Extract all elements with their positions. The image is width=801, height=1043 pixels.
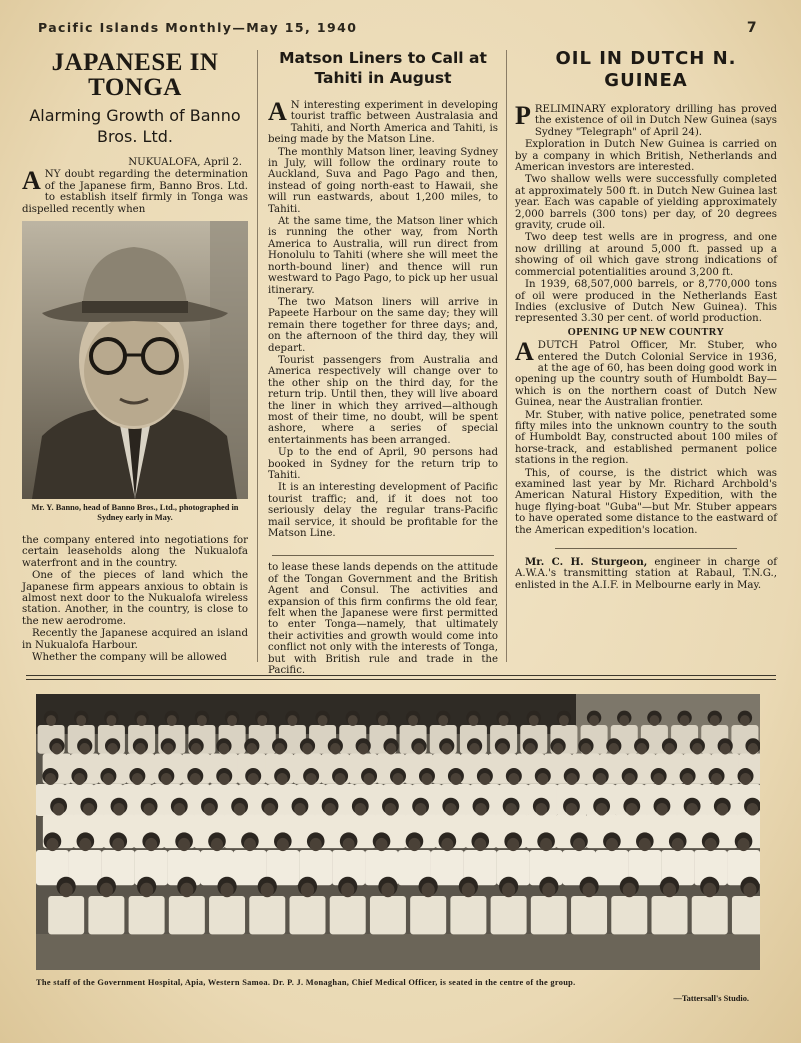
- figure-face: [348, 715, 358, 726]
- figure-face: [247, 743, 257, 754]
- paragraph: At the same time, the Matson liner which is running the other way, from North America to Australia, will run direct from Honolulu to Tahiti (where she will meet the north-bound liner) and thence will run westward to Pago Pago, to pick up her usual itinerary.: [268, 216, 498, 296]
- figure-body: [571, 896, 607, 934]
- figure-face: [717, 803, 729, 816]
- figure-body: [69, 850, 102, 885]
- paragraph: One of the pieces of land which the Japanese firm appears anxious to obtain is almost next door to the Nukualofa wireless station. Another, in the country, is close to the new aerodrome.: [22, 570, 248, 627]
- figure-body: [129, 896, 165, 934]
- figure-face: [680, 715, 690, 726]
- paragraph: This, of course, is the district which was examined last year by Mr. Richard Archbold's American Natural History Expedition, with the huge flying-boat "Guba"—but Mr. Stuber appears to have operated some distance to the eastward of the American expedition's location.: [515, 467, 777, 536]
- figure-face: [672, 838, 684, 851]
- figure-face: [302, 743, 312, 754]
- figure-face: [161, 773, 172, 785]
- figure-face: [364, 773, 375, 785]
- figure-face: [60, 883, 73, 897]
- figure-face: [414, 743, 424, 754]
- figure-body: [732, 896, 760, 934]
- figure-face: [529, 715, 539, 726]
- figure-face: [692, 743, 702, 754]
- figure-face: [341, 883, 354, 897]
- article-japanese-in-tonga: [22, 48, 248, 665]
- figure-face: [581, 743, 591, 754]
- lead-paragraph: [515, 101, 777, 138]
- figure-face: [83, 803, 95, 816]
- figure-face: [566, 773, 577, 785]
- figure-face: [264, 803, 276, 816]
- figure-face: [589, 715, 599, 726]
- figure-face: [46, 715, 56, 726]
- figure-face: [619, 715, 629, 726]
- figure-face: [248, 773, 259, 785]
- group-photo-image: [36, 694, 760, 970]
- figure-face: [107, 743, 117, 754]
- figure-face: [502, 883, 515, 897]
- figure-face: [505, 803, 517, 816]
- figure-face: [355, 803, 367, 816]
- figure-face: [649, 715, 659, 726]
- figure-body: [88, 896, 124, 934]
- figure-face: [220, 883, 233, 897]
- figure-face: [386, 743, 396, 754]
- paragraph: Up to the end of April, 90 persons had booked in Sydney for the return trip to Tahiti.: [268, 447, 498, 481]
- figure-face: [497, 743, 507, 754]
- figure-face: [219, 773, 230, 785]
- figure-face: [442, 743, 452, 754]
- news-brief: [515, 557, 777, 591]
- section-lead-paragraph: [515, 337, 777, 409]
- figure-face: [324, 803, 336, 816]
- lead-text: RELIMINARY exploratory drilling has proved the existence of oil in Dutch New Guinea (says Sydney "Telegraph" of April 24).: [534, 104, 777, 138]
- figure-face: [703, 883, 716, 897]
- figure-face: [743, 883, 756, 897]
- figure-face: [393, 773, 404, 785]
- tonga-continuation: to lease these lands depends on the attitude of the Tongan Government and the British Agent and Consul. The activities and expansion of this firm confirms the old fear, felt when the Japanese were first permitted to enter Tonga—namely, that ultimately their activities and growth would come into conflict not only with the interests of Tonga, but with British rule and trade in the Pacific.: [268, 562, 498, 677]
- figure-face: [274, 743, 284, 754]
- figure-face: [525, 743, 535, 754]
- figure-face: [76, 715, 86, 726]
- figure-face: [737, 838, 749, 851]
- figure-face: [408, 715, 418, 726]
- paragraph: The monthly Matson liner, leaving Sydney in July, will follow the ordinary route to Auckland, Suva and Pago Pago and then, instead of going north-east to Hawaii, she will run eastwards, about 1,200 miles, to Tahiti.: [268, 146, 498, 215]
- paragraph: Exploration in Dutch New Guinea is carried on by a company in which British, Netherlands and American investors are interested.: [515, 139, 777, 174]
- figure-face: [103, 773, 114, 785]
- figure-face: [475, 803, 487, 816]
- figure-face: [174, 803, 186, 816]
- figure-face: [682, 773, 693, 785]
- figure-face: [415, 803, 427, 816]
- figure-face: [137, 715, 147, 726]
- figure-face: [294, 803, 306, 816]
- figure-face: [606, 838, 618, 851]
- figure-body: [209, 896, 245, 934]
- figure-face: [740, 773, 751, 785]
- figure-face: [422, 883, 435, 897]
- figure-face: [211, 838, 223, 851]
- figure-face: [113, 803, 125, 816]
- article-separator: [555, 548, 737, 549]
- figure-face: [79, 838, 91, 851]
- figure-face: [378, 715, 388, 726]
- figure-face: [566, 803, 578, 816]
- figure-face: [219, 743, 229, 754]
- group-photo-caption: The staff of the Government Hospital, Apia, Western Samoa. Dr. P. J. Monaghan, Chief Medical Officer, is seated in the centre of the group.: [36, 978, 576, 987]
- figure-face: [537, 773, 548, 785]
- figure-face: [553, 743, 563, 754]
- figure-face: [46, 838, 58, 851]
- figure-face: [573, 838, 585, 851]
- drop-cap: A: [22, 166, 41, 196]
- figure-face: [277, 838, 289, 851]
- lead-paragraph: [268, 97, 498, 146]
- figure-face: [507, 838, 519, 851]
- figure-face: [375, 838, 387, 851]
- figure-face: [536, 803, 548, 816]
- figure-face: [106, 715, 116, 726]
- paragraph: In 1939, 68,507,000 barrels, or 8,770,000 tons of oil were produced in the Netherlands East Indies (exclusive of Dutch New Guinea). This represented 3.30 per cent. of world production.: [515, 279, 777, 325]
- dateline: NUKUALOFA, April 2.: [128, 157, 242, 168]
- figure-body: [652, 896, 688, 934]
- lead-text: NY doubt regarding the determination of the Japanese firm, Banno Bros. Ltd. to establish itself firmly in Tonga was dispelled recently when: [22, 169, 248, 215]
- figure-face: [624, 773, 635, 785]
- figure-face: [204, 803, 216, 816]
- figure-body: [330, 896, 366, 934]
- figure-face: [720, 743, 730, 754]
- figure-face: [582, 883, 595, 897]
- figure-face: [740, 715, 750, 726]
- figure-body: [692, 896, 728, 934]
- paragraph: The two Matson liners will arrive in Papeete Harbour on the same day; they will remain there together for three days; and, on the afternoon of the third day, they will depart.: [268, 296, 498, 354]
- figure-face: [479, 773, 490, 785]
- figure-face: [623, 883, 636, 897]
- group-photo: [36, 694, 760, 970]
- page-number: 7: [746, 20, 758, 36]
- figure-face: [257, 715, 267, 726]
- lead-text: N interesting experiment in developing tourist traffic between Australasia and Tahiti, and North America and Tahiti, is being made by the Matson Line.: [268, 100, 498, 146]
- figure-face: [468, 715, 478, 726]
- figure-face: [653, 773, 664, 785]
- paragraph: Whether the company will be allowed: [32, 652, 227, 664]
- column-rule: [506, 50, 507, 662]
- figure-face: [112, 838, 124, 851]
- article-separator: [272, 555, 494, 556]
- figure-face: [306, 773, 317, 785]
- figure-face: [663, 883, 676, 897]
- figure-face: [135, 743, 145, 754]
- column-rule: [257, 50, 258, 662]
- figure-face: [100, 883, 113, 897]
- figure-face: [358, 743, 368, 754]
- figure-face: [705, 838, 717, 851]
- figure-face: [445, 803, 457, 816]
- figure-face: [197, 715, 207, 726]
- portrait-photo: [22, 221, 248, 499]
- figure-face: [53, 803, 65, 816]
- figure-face: [45, 773, 56, 785]
- figure-face: [656, 803, 668, 816]
- figure-body: [48, 896, 84, 934]
- paragraph: Tourist passengers from Australia and America respectively will change over to the other ship on the third day, for the return trip. Until then, they will live aboard the liner in which they arrived—although most of their time, no doubt, will be spent ashore, where a series of special entertainments has been arranged.: [268, 354, 498, 446]
- paragraph: Recently the Japanese acquired an island in Nukualofa Harbour.: [22, 628, 248, 651]
- figure-face: [277, 773, 288, 785]
- figure-body: [249, 896, 285, 934]
- figure-face: [559, 715, 569, 726]
- figure-face: [626, 803, 638, 816]
- drop-cap: P: [515, 101, 531, 130]
- figure-face: [244, 838, 256, 851]
- drop-cap: A: [515, 337, 534, 367]
- figure-face: [330, 743, 340, 754]
- figure-body: [491, 896, 527, 934]
- article-matson-liners: [268, 48, 498, 678]
- portrait-image: [22, 221, 248, 499]
- figure-face: [261, 883, 274, 897]
- figure-face: [385, 803, 397, 816]
- article-oil-dutch-guinea: [515, 48, 777, 592]
- lead-paragraph: [22, 166, 248, 215]
- photo-credit: —Tattersall's Studio.: [673, 994, 749, 1003]
- figure-face: [639, 838, 651, 851]
- figure-face: [318, 715, 328, 726]
- figure-face: [381, 883, 394, 897]
- figure-face: [132, 773, 143, 785]
- figure-face: [499, 715, 509, 726]
- figure-face: [636, 743, 646, 754]
- figure-face: [540, 838, 552, 851]
- figure-body: [611, 896, 647, 934]
- figure-face: [227, 715, 237, 726]
- page-header: [38, 20, 758, 40]
- figure-face: [462, 883, 475, 897]
- section-divider: [26, 679, 776, 680]
- paragraph: Two shallow wells were successfully completed at approximately 500 ft. in Dutch New Guinea last year. Each was capable of yielding approximately 2,000 barrels (300 tons) per day, of 20 degrees gravity, crude oil.: [515, 174, 777, 232]
- figure-face: [74, 773, 85, 785]
- figure-face: [343, 838, 355, 851]
- figure-face: [143, 803, 155, 816]
- section-divider: [26, 675, 776, 676]
- photo-caption: Mr. Y. Banno, head of Banno Bros., Ltd., photographed in Sydney early in May.: [31, 503, 239, 523]
- headline-tonga: JAPANESE IN TONGA: [51, 49, 219, 101]
- paragraph: It is an interesting development of Pacific tourist traffic; and, if it does not too seriously delay the regular trans-Pacific mail service, it should be profitable for the Matson Line.: [268, 482, 498, 540]
- figure-face: [190, 773, 201, 785]
- figure-face: [167, 715, 177, 726]
- figure-body: [169, 896, 205, 934]
- subhead-tonga: Alarming Growth of Banno Bros. Ltd.: [29, 106, 241, 146]
- figure-face: [596, 803, 608, 816]
- paragraph: Two deep test wells are in progress, and one now drilling at around 5,000 ft. passed up a showing of oil which gave strong indications of commercial potentialities around 3,200 ft.: [515, 232, 777, 278]
- paragraph: Mr. Stuber, with native police, penetrated some fifty miles into the unknown country to the south of Humboldt Bay, constructed about 100 miles of horse-track, and established permanent police stations in the region.: [515, 409, 777, 467]
- figure-face: [163, 743, 173, 754]
- figure-body: [410, 896, 446, 934]
- figure-face: [408, 838, 420, 851]
- headline-oil: OIL IN DUTCH N. GUINEA: [555, 48, 737, 91]
- figure-face: [52, 743, 62, 754]
- figure-face: [595, 773, 606, 785]
- brief-name: Mr. C. H. Sturgeon,: [525, 556, 648, 569]
- section-heading: OPENING UP NEW COUNTRY: [567, 326, 725, 338]
- section-lead-text: DUTCH Patrol Officer, Mr. Stuber, who entered the Dutch Colonial Service in 1936, at the age of 60, has been doing good work in opening up the country south of Humboldt Bay—which is on the northern coast of Dutch New Guinea, near the Australian frontier.: [515, 340, 777, 409]
- figure-face: [469, 743, 479, 754]
- figure-face: [310, 838, 322, 851]
- figure-face: [609, 743, 619, 754]
- figure-face: [140, 883, 153, 897]
- masthead: Pacific Islands Monthly—May 15, 1940: [38, 20, 358, 35]
- brief-text: engineer in charge of A.W.A.'s transmitting station at Rabaul, T.N.G., enlisted in the A.I.F. in Melbourne early in May.: [515, 557, 778, 591]
- figure-face: [335, 773, 346, 785]
- drop-cap: A: [268, 97, 287, 126]
- figure-face: [508, 773, 519, 785]
- figure-body: [290, 896, 326, 934]
- figure-face: [80, 743, 90, 754]
- figure-face: [710, 715, 720, 726]
- figure-face: [747, 803, 759, 816]
- figure-face: [191, 743, 201, 754]
- figure-face: [178, 838, 190, 851]
- figure-face: [748, 743, 758, 754]
- figure-face: [441, 838, 453, 851]
- figure-face: [145, 838, 157, 851]
- figure-face: [301, 883, 314, 897]
- figure-body: [450, 896, 486, 934]
- figure-face: [421, 773, 432, 785]
- headline-matson: Matson Liners to Call at Tahiti in August: [279, 49, 487, 87]
- figure-face: [686, 803, 698, 816]
- paragraph: the company entered into negotiations for certain leaseholds along the Nukualofa waterfront and in the country.: [22, 535, 248, 569]
- figure-face: [664, 743, 674, 754]
- figure-body: [531, 896, 567, 934]
- figure-body: [370, 896, 406, 934]
- figure-face: [234, 803, 246, 816]
- figure-face: [711, 773, 722, 785]
- figure-body: [431, 850, 464, 885]
- figure-face: [438, 715, 448, 726]
- figure-face: [180, 883, 193, 897]
- figure-face: [542, 883, 555, 897]
- figure-face: [474, 838, 486, 851]
- figure-face: [450, 773, 461, 785]
- figure-face: [287, 715, 297, 726]
